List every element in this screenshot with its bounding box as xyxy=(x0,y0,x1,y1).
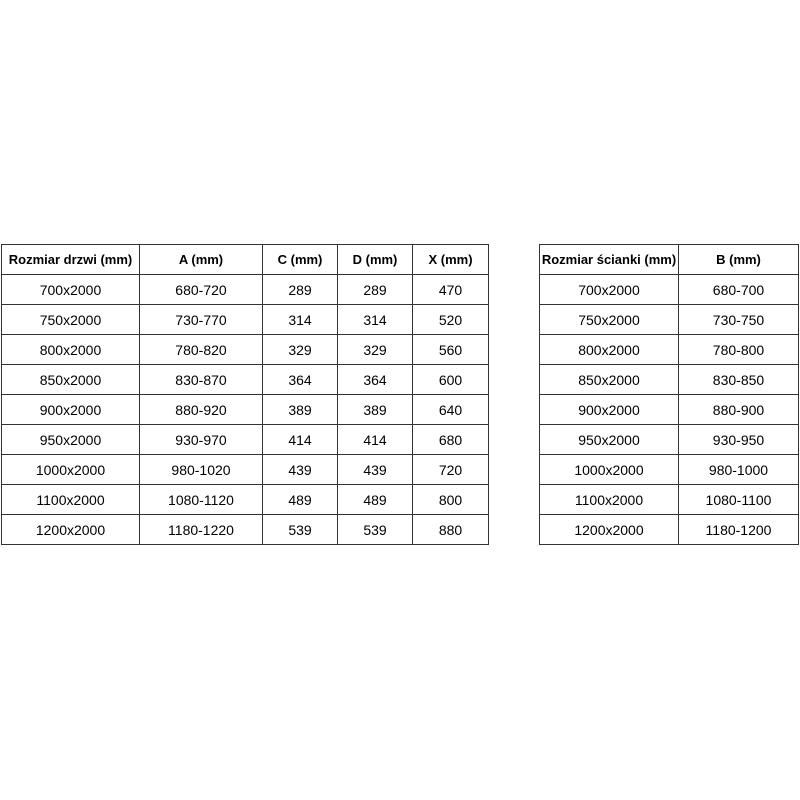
door-table-row xyxy=(2,365,489,395)
wall-table-row xyxy=(540,395,799,425)
door-table-row xyxy=(2,485,489,515)
door-table-cell: 850x2000 xyxy=(2,365,140,395)
door-table-cell: 900x2000 xyxy=(2,395,140,425)
wall-table-row xyxy=(540,275,799,305)
wall-header-cell: B (mm) xyxy=(679,245,799,275)
door-table-cell: 800 xyxy=(413,485,489,515)
wall-table-cell: 1100x2000 xyxy=(540,485,679,515)
door-table-row xyxy=(2,395,489,425)
door-table-cell: 489 xyxy=(263,485,338,515)
door-table-cell: 414 xyxy=(338,425,413,455)
door-table-cell: 314 xyxy=(338,305,413,335)
door-table-cell: 800x2000 xyxy=(2,335,140,365)
wall-table-cell: 1200x2000 xyxy=(540,515,679,545)
door-table-cell: 329 xyxy=(263,335,338,365)
door-table-cell: 950x2000 xyxy=(2,425,140,455)
door-table-row xyxy=(2,305,489,335)
door-table-cell: 830-870 xyxy=(140,365,263,395)
door-table-cell: 640 xyxy=(413,395,489,425)
wall-header-cell: Rozmiar ścianki (mm) xyxy=(540,245,679,275)
wall-table-cell: 800x2000 xyxy=(540,335,679,365)
door-table-header-row xyxy=(2,245,489,275)
wall-table-row xyxy=(540,485,799,515)
door-table-cell: 520 xyxy=(413,305,489,335)
door-table-cell: 930-970 xyxy=(140,425,263,455)
door-table-cell: 600 xyxy=(413,365,489,395)
door-table-cell: 439 xyxy=(263,455,338,485)
door-table-cell: 980-1020 xyxy=(140,455,263,485)
wall-table-cell: 900x2000 xyxy=(540,395,679,425)
door-table-cell: 389 xyxy=(338,395,413,425)
door-table-cell: 314 xyxy=(263,305,338,335)
door-table-cell: 414 xyxy=(263,425,338,455)
door-table-row xyxy=(2,515,489,545)
wall-table-cell: 980-1000 xyxy=(679,455,799,485)
door-header-cell: A (mm) xyxy=(140,245,263,275)
wall-table-cell: 1180-1200 xyxy=(679,515,799,545)
door-table-body xyxy=(2,275,489,545)
wall-table-cell: 850x2000 xyxy=(540,365,679,395)
wall-table-cell: 880-900 xyxy=(679,395,799,425)
wall-table-row xyxy=(540,365,799,395)
door-table-cell: 364 xyxy=(338,365,413,395)
wall-table-row xyxy=(540,455,799,485)
door-table-row xyxy=(2,335,489,365)
door-table-cell: 470 xyxy=(413,275,489,305)
wall-table-cell: 780-800 xyxy=(679,335,799,365)
door-table-cell: 1180-1220 xyxy=(140,515,263,545)
door-table-cell: 1100x2000 xyxy=(2,485,140,515)
door-table-cell: 364 xyxy=(263,365,338,395)
door-table-cell: 780-820 xyxy=(140,335,263,365)
door-table-cell: 439 xyxy=(338,455,413,485)
wall-table-row xyxy=(540,305,799,335)
wall-table-row xyxy=(540,425,799,455)
door-table-cell: 1200x2000 xyxy=(2,515,140,545)
wall-table-cell: 950x2000 xyxy=(540,425,679,455)
door-table-cell: 539 xyxy=(263,515,338,545)
door-table-cell: 720 xyxy=(413,455,489,485)
wall-table-cell: 1000x2000 xyxy=(540,455,679,485)
door-size-table xyxy=(1,244,489,545)
door-table-cell: 880-920 xyxy=(140,395,263,425)
wall-table-cell: 700x2000 xyxy=(540,275,679,305)
wall-table-cell: 930-950 xyxy=(679,425,799,455)
wall-size-table xyxy=(539,244,799,545)
door-header-cell: Rozmiar drzwi (mm) xyxy=(2,245,140,275)
door-table-cell: 489 xyxy=(338,485,413,515)
door-table-cell: 700x2000 xyxy=(2,275,140,305)
door-header-cell: C (mm) xyxy=(263,245,338,275)
door-table-row xyxy=(2,275,489,305)
wall-table-row xyxy=(540,515,799,545)
door-table-row xyxy=(2,425,489,455)
wall-table-cell: 680-700 xyxy=(679,275,799,305)
door-header-cell: X (mm) xyxy=(413,245,489,275)
door-table-cell: 730-770 xyxy=(140,305,263,335)
door-table-row xyxy=(2,455,489,485)
door-table-cell: 680 xyxy=(413,425,489,455)
door-table-cell: 560 xyxy=(413,335,489,365)
door-table-cell: 389 xyxy=(263,395,338,425)
door-table-cell: 880 xyxy=(413,515,489,545)
door-table-cell: 289 xyxy=(338,275,413,305)
wall-table-row xyxy=(540,335,799,365)
door-table-cell: 750x2000 xyxy=(2,305,140,335)
wall-table-body xyxy=(540,275,799,545)
wall-table-cell: 750x2000 xyxy=(540,305,679,335)
wall-table-cell: 830-850 xyxy=(679,365,799,395)
door-table-cell: 1080-1120 xyxy=(140,485,263,515)
door-header-cell: D (mm) xyxy=(338,245,413,275)
wall-table-cell: 730-750 xyxy=(679,305,799,335)
door-table-cell: 680-720 xyxy=(140,275,263,305)
door-table-cell: 539 xyxy=(338,515,413,545)
door-table-cell: 289 xyxy=(263,275,338,305)
wall-table-cell: 1080-1100 xyxy=(679,485,799,515)
door-table-cell: 329 xyxy=(338,335,413,365)
door-table-cell: 1000x2000 xyxy=(2,455,140,485)
wall-table-header-row xyxy=(540,245,799,275)
